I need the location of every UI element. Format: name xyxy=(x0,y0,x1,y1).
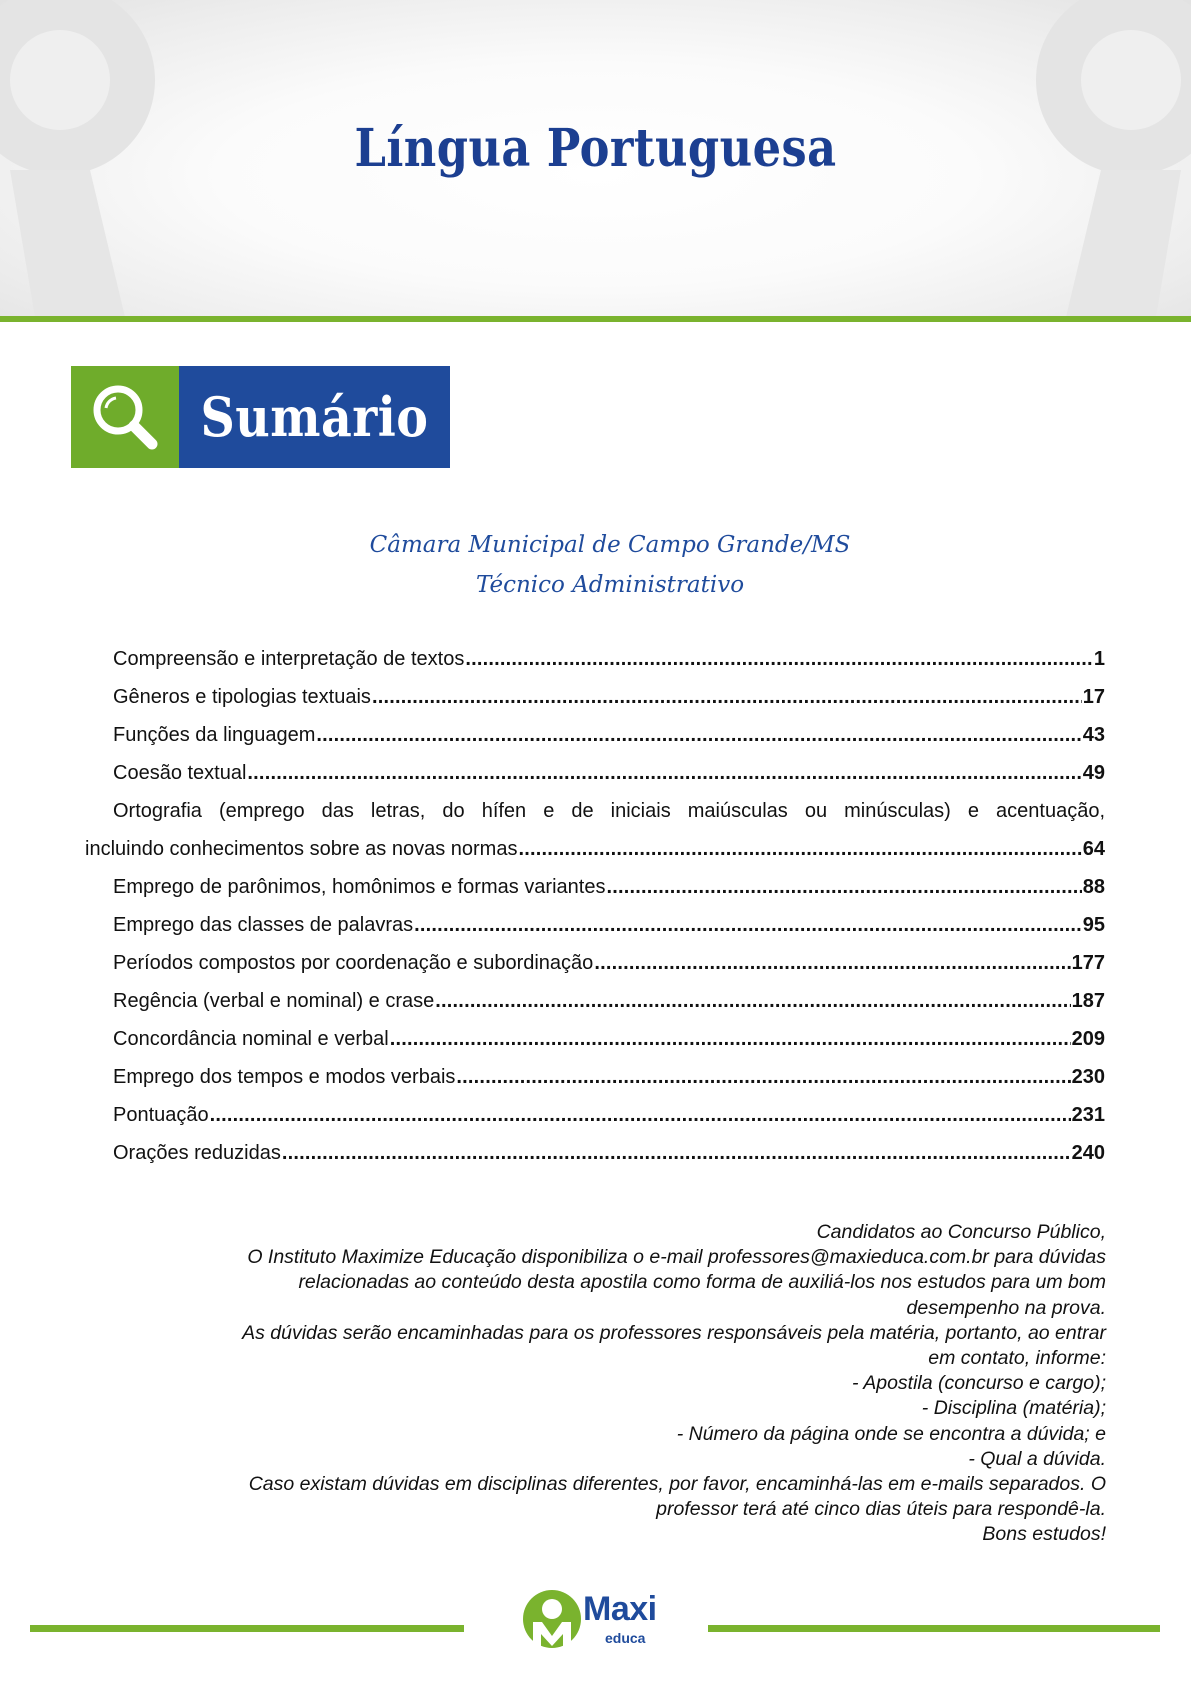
notice-line: relacionadas ao conteúdo desta apostila como forma de auxiliá-los nos estudos para um bom xyxy=(298,1271,1106,1294)
toc-row[interactable] xyxy=(85,1020,1105,1058)
toc-leader xyxy=(594,944,1070,982)
exam-position: Técnico Administrativo xyxy=(475,572,745,598)
notice-line: - Número da página onde se encontra a dúvida; e xyxy=(676,1422,1106,1445)
toc-page: 17 xyxy=(1082,686,1105,708)
magnifier-icon xyxy=(88,380,162,454)
toc-row[interactable] xyxy=(85,830,1105,868)
toc-entry: Pontuação xyxy=(113,1104,209,1126)
toc-leader xyxy=(435,982,1070,1020)
toc-leader xyxy=(372,678,1082,716)
toc-leader xyxy=(456,1058,1070,1096)
toc-row[interactable] xyxy=(85,1058,1105,1096)
header-divider xyxy=(0,316,1191,322)
toc-page: 64 xyxy=(1082,838,1105,860)
notice-line: O Instituto Maximize Educação disponibiliza o e-mail professores@maxieduca.com.br para dúvidas xyxy=(247,1246,1106,1269)
logo-subtext: educa xyxy=(605,1630,646,1646)
toc-page: 231 xyxy=(1071,1104,1105,1126)
toc-page: 230 xyxy=(1071,1066,1105,1088)
page-header xyxy=(0,0,1191,317)
notice-line: - Disciplina (matéria); xyxy=(921,1397,1106,1420)
notice-line: - Qual a dúvida. xyxy=(968,1447,1106,1470)
maxi-educa-logo xyxy=(521,1588,671,1650)
toc-page: 240 xyxy=(1071,1142,1105,1164)
toc-entry: Compreensão e interpretação de textos xyxy=(113,648,465,670)
toc-leader xyxy=(390,1020,1071,1058)
toc-leader xyxy=(414,906,1082,944)
toc-entry: Regência (verbal e nominal) e crase xyxy=(113,990,435,1012)
toc-row[interactable] xyxy=(85,868,1105,906)
toc-row[interactable] xyxy=(85,640,1105,678)
sumario-icon-box xyxy=(71,366,179,468)
toc-row[interactable] xyxy=(85,716,1105,754)
toc-page: 88 xyxy=(1082,876,1105,898)
sumario-label-box xyxy=(179,366,450,468)
toc-entry: Gêneros e tipologias textuais xyxy=(113,686,371,708)
toc-page: 209 xyxy=(1071,1028,1105,1050)
toc-entry: Orações reduzidas xyxy=(113,1142,281,1164)
toc-row[interactable] xyxy=(85,754,1105,792)
toc-entry: Emprego dos tempos e modos verbais xyxy=(113,1066,456,1088)
footer-divider-right xyxy=(708,1625,1160,1632)
toc-page: 43 xyxy=(1082,724,1105,746)
toc-entry: Emprego de parônimos, homônimos e formas variantes xyxy=(113,876,606,898)
notice-line: Caso existam dúvidas em disciplinas diferentes, por favor, encaminhá-las em e-mails separados. O xyxy=(248,1473,1106,1496)
toc-leader xyxy=(247,754,1081,792)
toc-leader xyxy=(518,830,1081,868)
notice-line: em contato, informe: xyxy=(928,1347,1106,1370)
toc-page: 187 xyxy=(1071,990,1105,1012)
notice-line: Candidatos ao Concurso Público, xyxy=(816,1221,1106,1243)
toc-row[interactable] xyxy=(85,678,1105,716)
page-title: Língua Portuguesa xyxy=(354,118,837,179)
toc-entry: Coesão textual xyxy=(113,762,247,784)
exam-institution: Câmara Municipal de Campo Grande/MS xyxy=(369,532,851,558)
notice-line: desempenho na prova. xyxy=(906,1296,1106,1319)
sumario-label: Sumário xyxy=(200,385,429,449)
toc-row[interactable] xyxy=(85,792,1105,830)
toc-leader xyxy=(606,868,1081,906)
toc-leader xyxy=(316,716,1081,754)
footer-divider-left xyxy=(30,1625,464,1632)
logo-wordmark: Maxi xyxy=(583,1590,657,1628)
toc-row[interactable] xyxy=(85,906,1105,944)
toc-leader xyxy=(465,640,1093,678)
toc-row[interactable] xyxy=(85,1096,1105,1134)
toc-leader xyxy=(282,1134,1071,1172)
toc-entry: incluindo conhecimentos sobre as novas normas xyxy=(85,838,518,860)
table-of-contents xyxy=(85,640,1105,1172)
sumario-badge xyxy=(71,366,450,468)
toc-row[interactable] xyxy=(85,1134,1105,1172)
notice-line: Bons estudos! xyxy=(982,1523,1106,1546)
notice-line: As dúvidas serão encaminhadas para os professores responsáveis pela matéria, portanto, ao entrar xyxy=(242,1321,1106,1344)
toc-row[interactable] xyxy=(85,982,1105,1020)
notice-line: - Apostila (concurso e cargo); xyxy=(852,1372,1106,1395)
notice-line: professor terá até cinco dias úteis para respondê-la. xyxy=(656,1498,1106,1521)
toc-entry: Funções da linguagem xyxy=(113,724,316,746)
toc-page: 177 xyxy=(1071,952,1105,974)
candidate-notice xyxy=(106,1220,1106,1548)
toc-row[interactable] xyxy=(85,944,1105,982)
toc-entry: Concordância nominal e verbal xyxy=(113,1028,389,1050)
toc-leader xyxy=(210,1096,1071,1134)
toc-entry: Períodos compostos por coordenação e subordinação xyxy=(113,952,594,974)
toc-page: 1 xyxy=(1093,648,1105,670)
maxi-logo-icon xyxy=(521,1588,583,1650)
toc-page: 95 xyxy=(1082,914,1105,936)
toc-entry: Emprego das classes de palavras xyxy=(113,914,414,936)
toc-entry: Ortografia (emprego das letras, do hífen e de iniciais maiúsculas ou minúsculas) e acentuação, xyxy=(113,800,1105,822)
toc-page: 49 xyxy=(1082,762,1105,784)
